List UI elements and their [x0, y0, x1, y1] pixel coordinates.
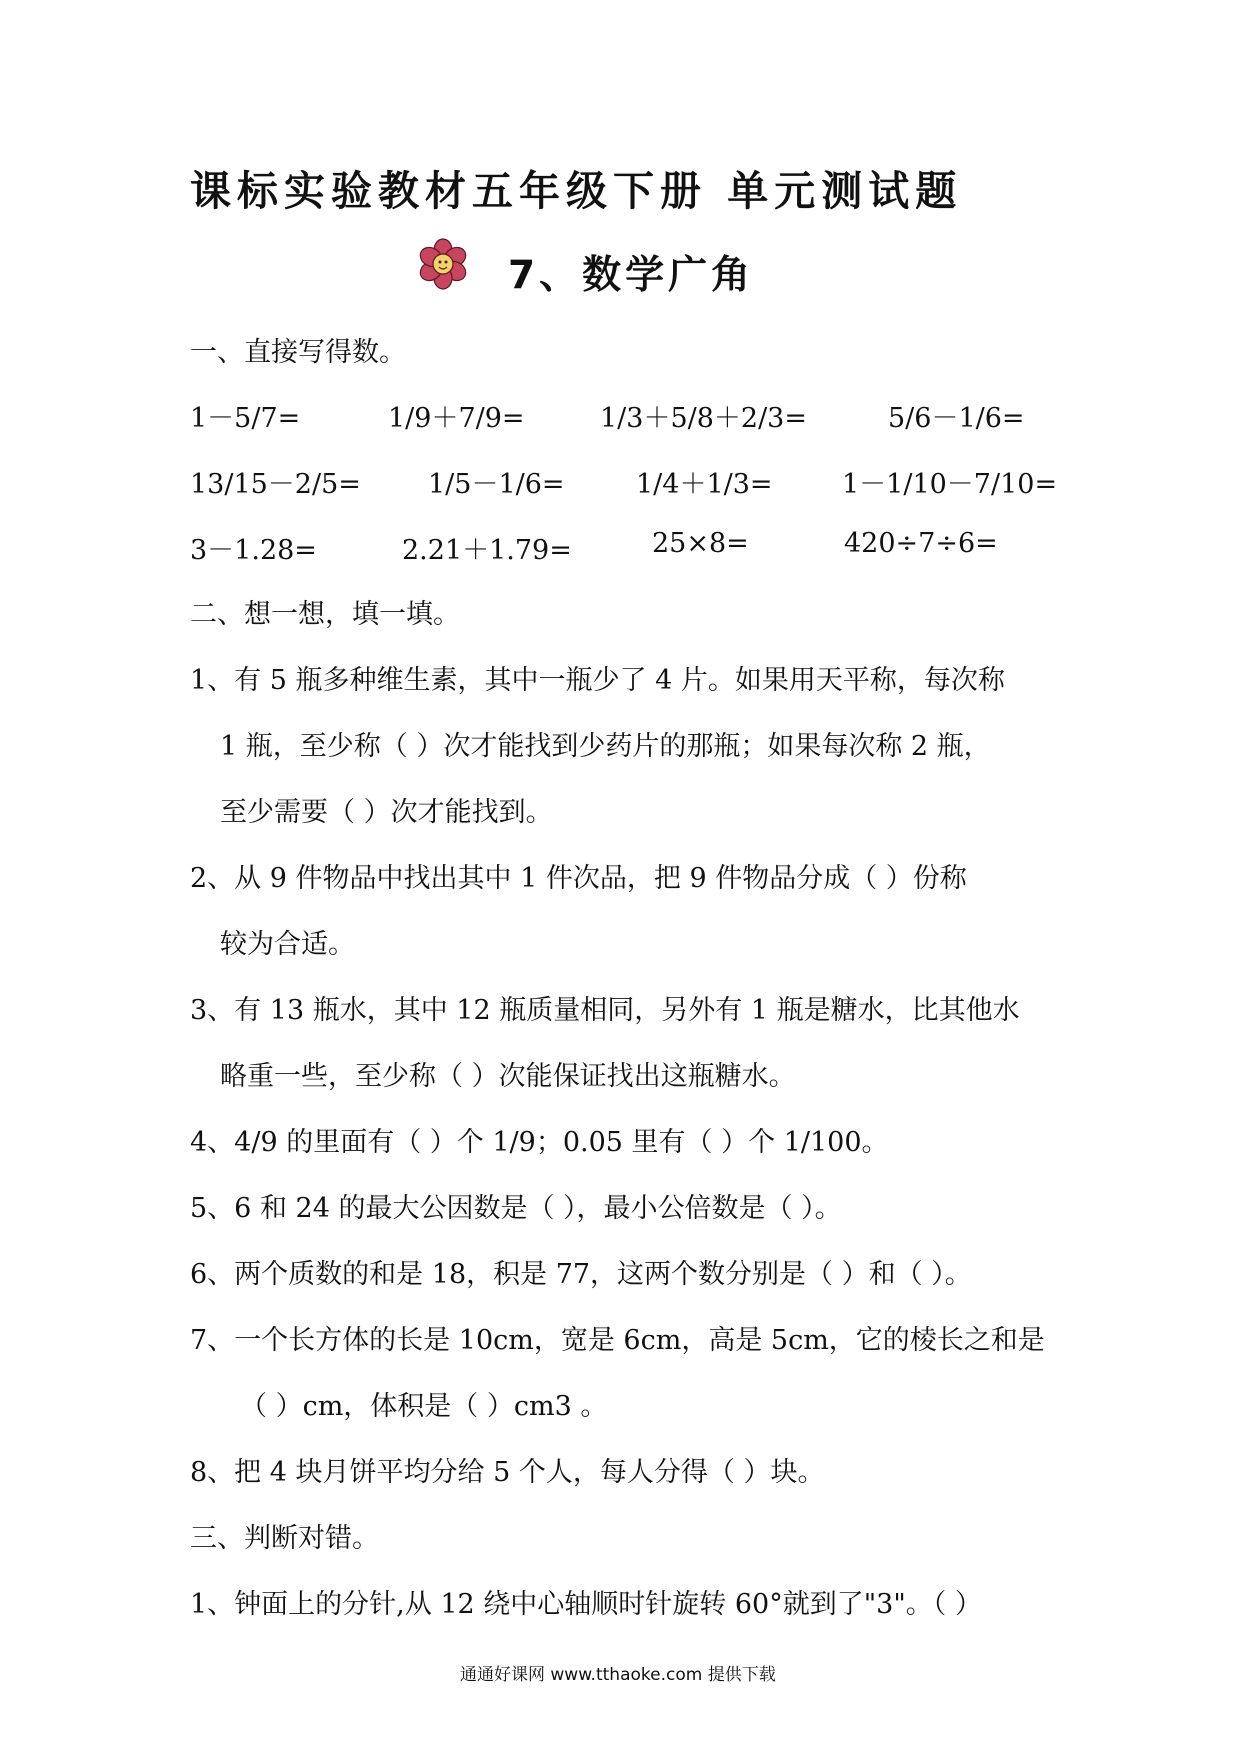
arithmetic-problem: 1－5/7=	[190, 403, 301, 434]
question-line: 7、一个长方体的长是 10cm，宽是 6cm，高是 5cm，它的棱长之和是	[190, 1325, 1045, 1356]
question-line: 1、有 5 瓶多种维生素，其中一瓶少了 4 片。如果用天平称，每次称	[190, 665, 1005, 696]
question-line: 2、从 9 件物品中找出其中 1 件次品，把 9 件物品分成（ ）份称	[190, 863, 967, 894]
arithmetic-problem: 3－1.28=	[190, 535, 317, 566]
flower-icon	[412, 238, 474, 290]
section-heading: 二、想一想，填一填。	[190, 599, 460, 630]
question-line: 至少需要（ ）次才能找到。	[220, 797, 553, 828]
question-line: 1 瓶，至少称（ ）次才能找到少药片的那瓶；如果每次称 2 瓶，	[220, 731, 991, 762]
section-title: 7、数学广角	[508, 253, 755, 298]
question-line: 8、把 4 块月饼平均分给 5 个人，每人分得（ ）块。	[190, 1457, 825, 1488]
arithmetic-problem: 2.21＋1.79=	[402, 535, 572, 566]
arithmetic-problem: 1－1/10－7/10=	[842, 469, 1058, 500]
section-heading: 三、判断对错。	[190, 1523, 379, 1554]
arithmetic-problem: 25×8=	[652, 528, 749, 559]
arithmetic-problem: 420÷7÷6=	[844, 528, 998, 559]
section-heading: 一、直接写得数。	[190, 337, 406, 368]
arithmetic-problem: 1/5－1/6=	[428, 469, 565, 500]
question-line: 6、两个质数的和是 18，积是 77，这两个数分别是（ ）和（ ）。	[190, 1259, 972, 1290]
arithmetic-problem: 1/9＋7/9=	[388, 403, 525, 434]
footer-credit: 通通好课网 www.tthaoke.com 提供下载	[460, 1665, 776, 1685]
question-line: 3、有 13 瓶水，其中 12 瓶质量相同，另外有 1 瓶是糖水，比其他水	[190, 995, 1020, 1026]
question-line: （ ）cm，体积是（ ）cm3 。	[240, 1391, 608, 1422]
arithmetic-problem: 1/4＋1/3=	[636, 469, 773, 500]
arithmetic-problem: 5/6－1/6=	[888, 403, 1025, 434]
question-line: 1、钟面上的分针,从 12 绕中心轴顺时针旋转 60°就到了"3"。（ ）	[190, 1589, 982, 1620]
arithmetic-problem: 13/15－2/5=	[190, 469, 361, 500]
question-line: 略重一些，至少称（ ）次能保证找出这瓶糖水。	[220, 1061, 796, 1092]
page-title: 课标实验教材五年级下册 单元测试题	[190, 167, 963, 215]
question-line: 4、4/9 的里面有（ ）个 1/9；0.05 里有（ ）个 1/100。	[190, 1127, 889, 1158]
question-line: 5、6 和 24 的最大公因数是（ ），最小公倍数是（ ）。	[190, 1193, 842, 1224]
question-line: 较为合适。	[220, 929, 355, 960]
arithmetic-problem: 1/3＋5/8＋2/3=	[600, 403, 807, 434]
